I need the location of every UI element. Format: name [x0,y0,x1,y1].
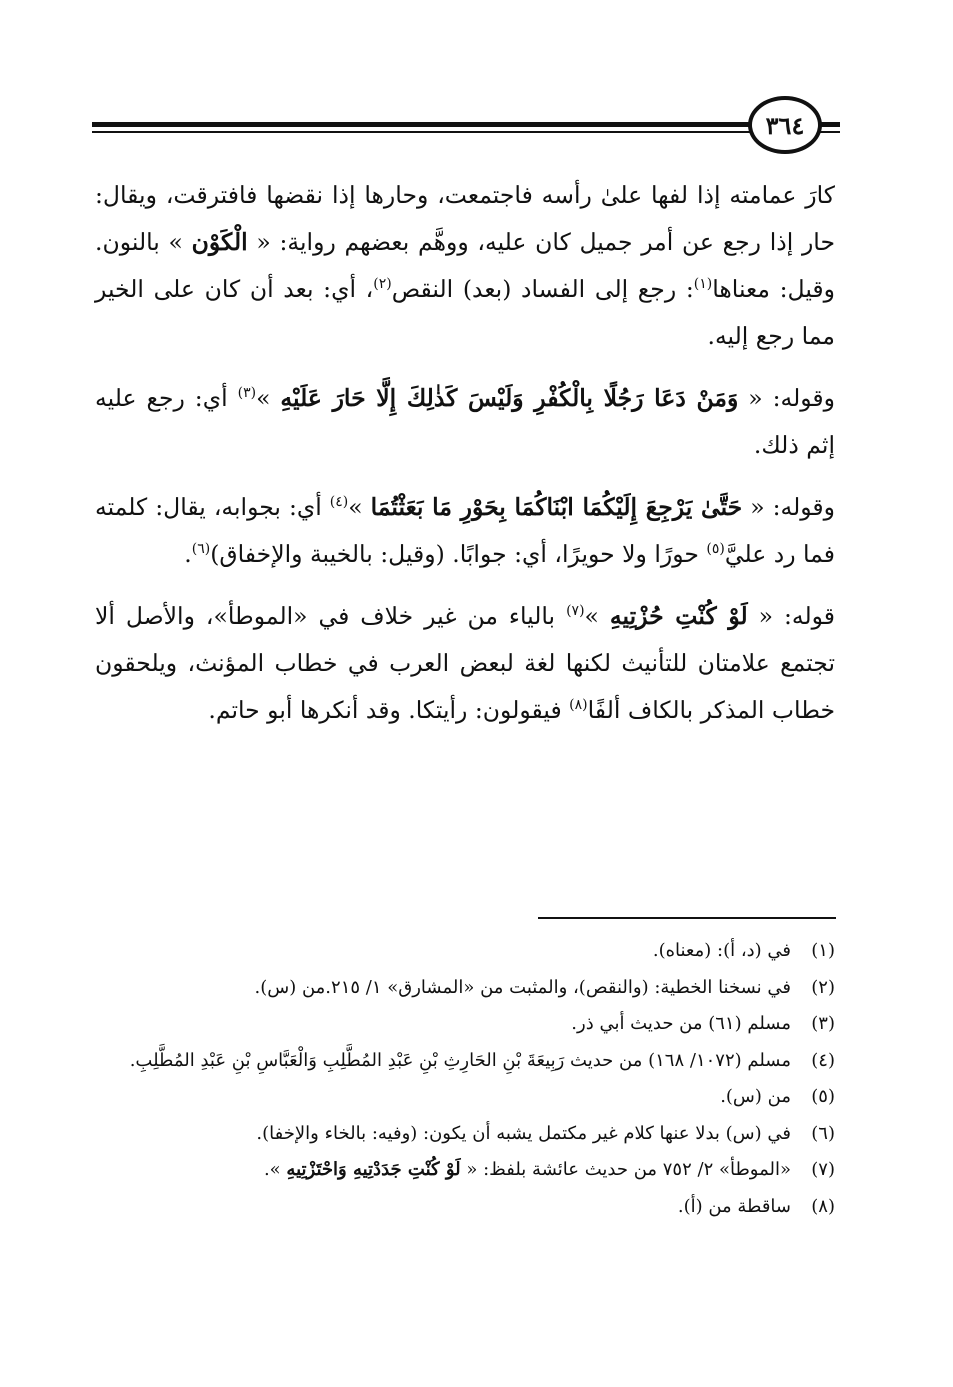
footnote-ref: (٣) [237,385,257,401]
hadith-quote: لَوْ كُنْتِ حُزْتِيهِ [609,602,748,630]
footnote-number: (٦) [811,1122,835,1144]
footnotes [95,933,835,1225]
footnote-text [95,1116,791,1153]
footnote-ref: (٨) [569,697,588,713]
hadith-quote: لَوْ كُنْتِ جَدَدْتِيهِ وَاحْتَزْتِيهِ [286,1159,461,1180]
footnote-5 [95,1079,835,1116]
header-rule-thick [92,122,752,127]
text-run: قوله: « [747,602,836,630]
footnote-1 [95,933,835,970]
text-run: ساقطة من (أ). [677,1195,791,1217]
footnote-text [95,1189,791,1226]
quoted-word: الْكَوْن [191,228,248,256]
text-run: ، أي: بعد أن كان على الخير مما رجع إليه. [95,275,835,350]
footnote-ref: (٦) [191,541,211,557]
paragraph-1 [95,172,835,360]
text-run: » [584,602,610,630]
text-run: في (د، أ): (معناه). [652,940,791,961]
footnote-6 [95,1116,835,1153]
hadith-quote: حَتَّىٰ يَرْجِعَ إِلَيْكُمَا ابْنَاكُمَا بِحَوْرِ مَا بَعَثْتُمَا [370,493,743,521]
footnote-text [95,1006,791,1043]
footnote-7 [95,1152,835,1189]
footnote-text [95,970,791,1007]
text-run: أي: بجوابه، يقال: كلمته فما رد عليَّ [95,493,835,568]
paragraph-2 [95,375,835,469]
text-run: وقوله: « [738,384,836,412]
footnote-ref: (١) [693,276,713,292]
text-run: : رجع إلى الفساد (بعد) النقص [391,275,694,303]
footnote-number: (٨) [811,1195,835,1217]
footnote-ref: (٢) [373,276,392,292]
text-run: حورًا ولا حويرًا، أي: جوابًا. (وقيل: بالخيبة والإخفاق) [210,540,707,568]
footnote-divider [538,917,836,919]
text-run: ». [263,1159,287,1180]
text-run: من (س). [720,1086,791,1107]
footnote-ref: (٥) [706,541,725,557]
footnote-2 [95,970,835,1007]
page-number: ٣٦٤ [748,96,822,154]
footnote-4 [95,1043,835,1080]
footnote-number: (٢) [811,976,835,998]
footnote-text [95,933,791,970]
footnote-number: (٥) [811,1086,835,1107]
page-header [0,0,953,170]
footnote-text [95,1079,791,1116]
footnote-8 [95,1189,835,1226]
text-run: مسلم (١٠٧٢/ ١٦٨) من حديث رَبِيعَةَ بْنِ الحَارِثِ بْنِ عَبْدِ المُطَّلِبِ وَالْعَبَّاسِ بْنِ عَبْدِ المُطَّلِبِ. [129,1049,791,1071]
text-run: » بالنون. وقيل: معناها [95,228,836,303]
text-run: فيقولون: رأيتكا. وقد أنكرها أبو حاتم. [208,696,570,724]
footnote-number: (٣) [811,1013,835,1034]
text-run: «الموطأ» ٢/ ٧٥٢ من حديث عائشة بلفظ: « [460,1159,791,1180]
text-run: أي: رجع عليه إثم ذلك. [95,384,835,459]
header-rule-right-thin [818,131,840,133]
footnote-number: (١) [811,940,835,961]
text-run: في نسخنا الخطية: (والنقص)، والمثبت من «المشارق» ١/ ٢١٥.من (س). [254,976,791,998]
main-text [95,172,835,734]
text-run: » [256,384,281,412]
paragraph-4 [95,593,835,734]
text-run: في (س) بدلا عنها كلام غير مكتمل يشبه أن يكون: (وفيه: بالخاء والإخفا). [256,1122,791,1144]
footnote-ref: (٤) [329,494,349,510]
footnote-text [95,1043,791,1080]
hadith-quote: وَمَنْ دَعَا رَجُلًا بِالْكُفْرِ وَلَيْسَ كَذٰلِكَ إِلَّا حَارَ عَلَيْهِ [280,384,739,412]
footnote-3 [95,1006,835,1043]
text-run: وقوله: « [742,493,836,521]
footnote-number: (٧) [811,1159,835,1180]
footnote-text [95,1152,791,1189]
paragraph-3 [95,484,835,578]
footnote-ref: (٧) [566,603,585,619]
text-run: » [348,493,371,521]
text-run: . [184,540,192,568]
text-run: مسلم (٦١) من حديث أبي ذر. [571,1013,791,1034]
footnote-number: (٤) [811,1049,835,1071]
text-run: كارَ عمامته إذا لفها علىٰ رأسه فاجتمعت، وحارها إذا نقضها فافترقت، ويقال: حار إذا رجع عن أمر جميل كان عليه، ووهَّم بعضهم رواية: « [95,181,835,256]
text-run: بالياء من غير خلاف في «الموطأ»، والأصل ألا تجتمع علامتان للتأنيث لكنها لغة لبعض العرب في خطاب المؤنث، ويلحقون خطاب المذكر بالكاف ألفًا [95,602,835,724]
header-rule-thin [92,131,752,133]
